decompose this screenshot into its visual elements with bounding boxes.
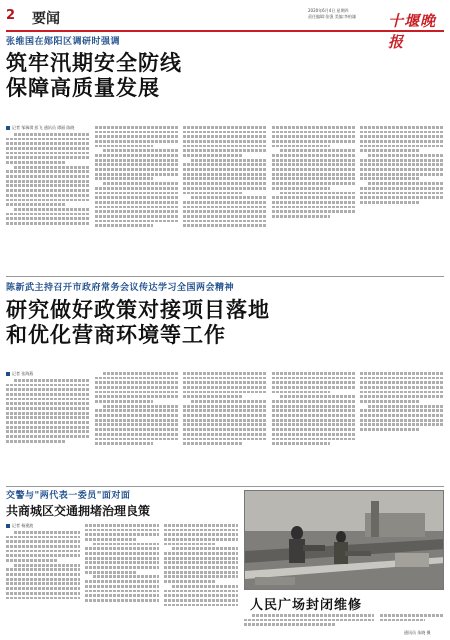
section-name: 要闻 [32,11,60,27]
article1-byline: 记者 邹瑞琪 彭飞 通讯员 谭丽 陈晓 [6,124,90,131]
photo-title: 人民广场封闭维修 [250,598,363,613]
article2-col-4 [272,370,356,482]
article3-col-2 [85,522,159,636]
article2-col-3 [183,370,267,482]
article2-col-5 [360,370,444,482]
masthead-rule [6,30,444,32]
article-flood-safety [6,36,444,100]
page-number: 2 [6,8,16,23]
article3-body [6,522,238,636]
article3-kicker: 交警与"两代表一委员"面对面 [6,491,131,501]
article1-col-2 [95,124,179,272]
article3-byline: 记者 杨建波 [6,522,80,529]
article3-headline: 共商城区交通拥堵治理良策 [6,504,151,518]
dateline: 2020年6月4日 星期四 责任编辑:张强 美编:李柏谦 [308,8,356,19]
article-government-meeting [6,282,444,347]
article1-body [6,124,444,272]
photo-caption-body-2 [380,612,444,623]
article2-body [6,370,444,482]
byline-marker-icon [6,524,10,528]
photo-square-repair [244,490,444,590]
article2-byline: 记者 张海燕 [6,370,90,377]
repair-photo-image [245,491,444,590]
section-divider-1 [6,276,444,277]
article2-col-1 [6,370,90,482]
article3-col-1 [6,522,80,636]
article1-kicker: 张维国在郧阳区调研时强调 [6,37,121,47]
photo-credit: 通讯员 朱晓 摄 [404,630,431,635]
article3-col-3 [164,522,238,636]
byline-marker-icon [6,372,10,376]
article2-kicker: 陈新武主持召开市政府常务会议传达学习全国两会精神 [6,283,235,293]
article1-col-4 [272,124,356,272]
newspaper-logo: 十堰晚报 [388,12,437,51]
article1-col-3 [183,124,267,272]
article2-col-2 [95,370,179,482]
article2-headline-line1: 研究做好政策对接项目落地 [6,297,270,322]
article1-col-1 [6,124,90,272]
article-traffic [6,490,238,519]
article1-col-5 [360,124,444,272]
article2-headline-line2: 和优化营商环境等工作 [6,322,226,347]
article1-headline-line2: 保障高质量发展 [6,75,160,100]
section-divider-2 [6,486,444,487]
byline-marker-icon [6,126,10,130]
photo-caption-body [244,612,374,628]
article1-headline-line1: 筑牢汛期安全防线 [6,50,182,75]
